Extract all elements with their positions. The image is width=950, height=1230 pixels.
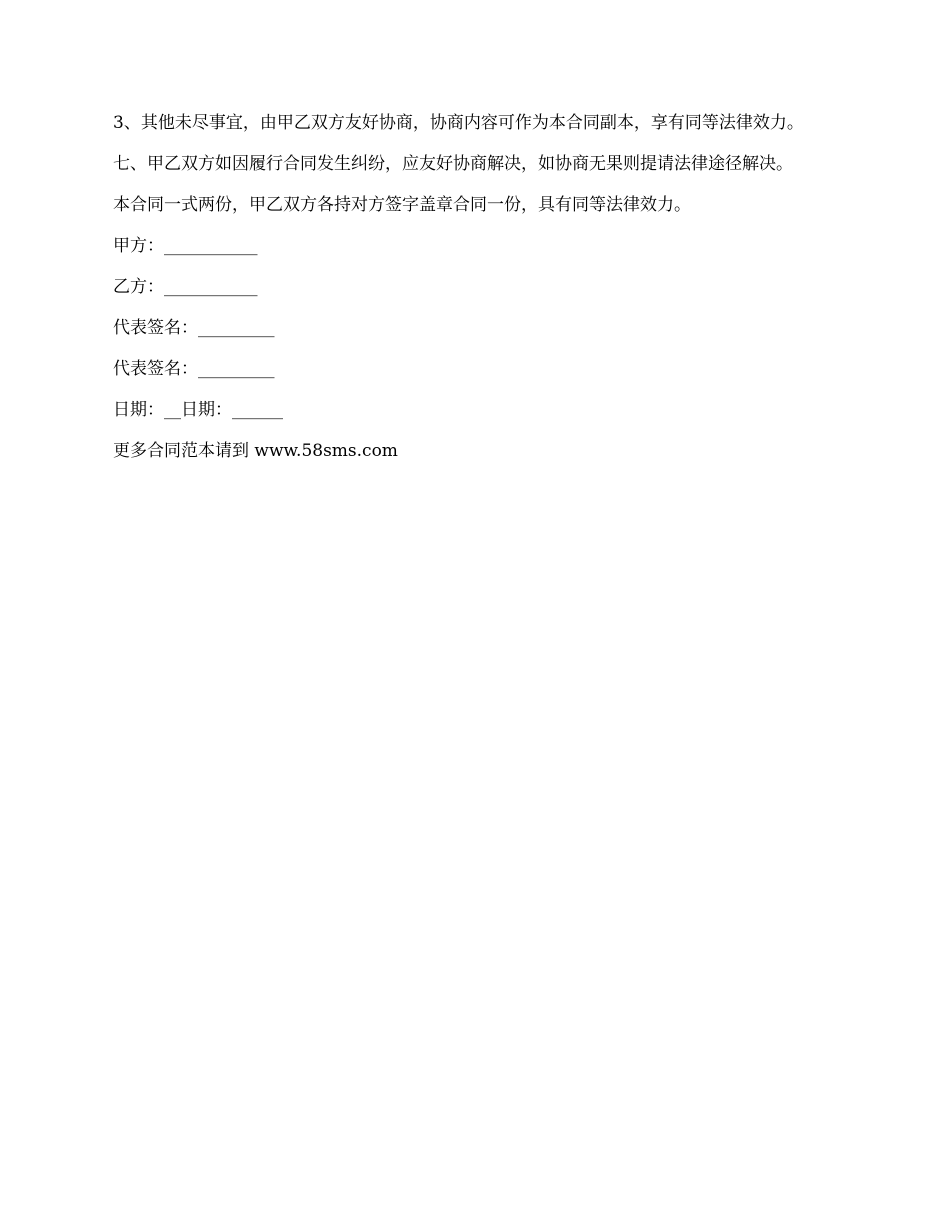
clause-3-paragraph: 3、其他未尽事宜，由甲乙双方友好协商，协商内容可作为本合同副本，享有同等法律效力。 [113, 113, 804, 133]
copies-paragraph: 本合同一式两份，甲乙双方各持对方签字盖章合同一份，具有同等法律效力。 [113, 195, 691, 215]
party-b-line: 乙方：___________ [113, 277, 258, 297]
footer-note: 更多合同范本请到 www.58sms.com [113, 441, 398, 461]
date-line: 日期：__日期：______ [113, 400, 283, 420]
representative-signature-line-1: 代表签名：_________ [113, 318, 275, 338]
clause-7-paragraph: 七、甲乙双方如因履行合同发生纠纷，应友好协商解决，如协商无果则提请法律途径解决。 [113, 154, 793, 174]
representative-signature-line-2: 代表签名：_________ [113, 359, 275, 379]
party-a-line: 甲方：___________ [113, 236, 258, 256]
document-body [113, 112, 853, 481]
